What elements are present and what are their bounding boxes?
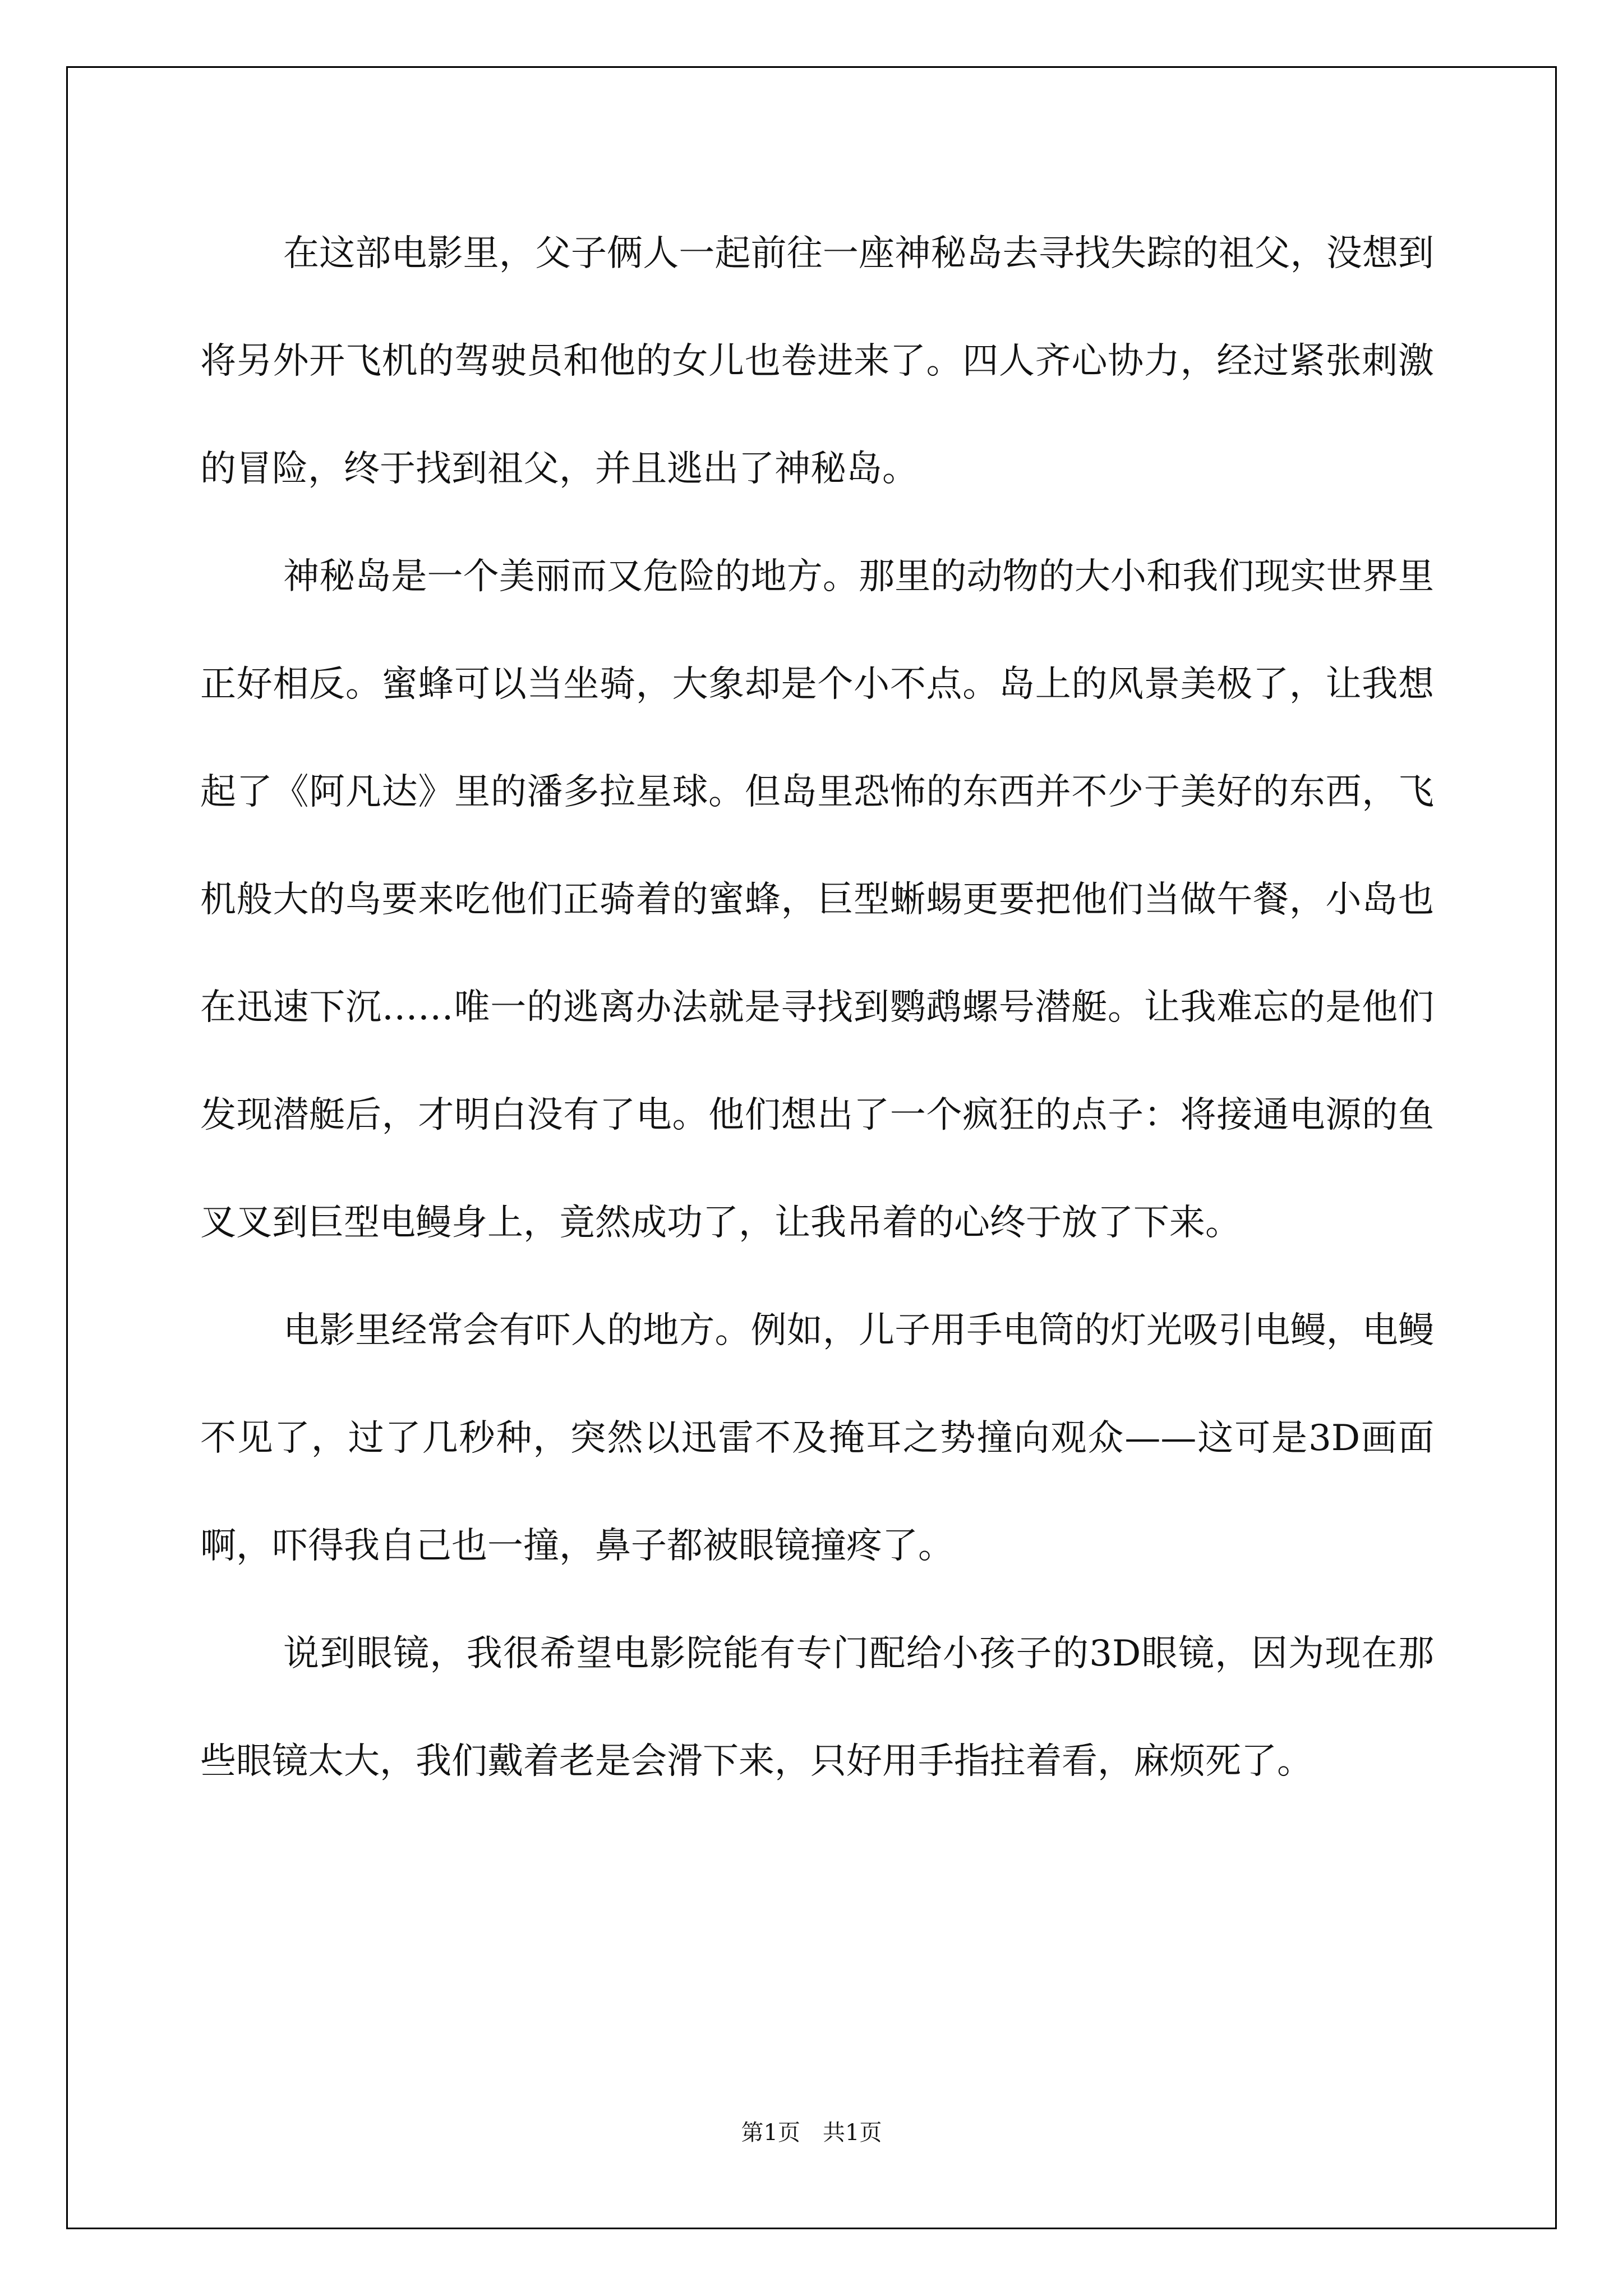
- paragraph-2: 神秘岛是一个美丽而又危险的地方。那里的动物的大小和我们现实世界里正好相反。蜜蜂可以当坐骑，大象却是个小不点。岛上的风景美极了，让我想起了《阿凡达》里的潘多拉星球。但岛里恐怖的东西并不少于美好的东西，飞机般大的鸟要来吃他们正骑着的蜜蜂，巨型蜥蜴更要把他们当做午餐，小岛也在迅速下沉……唯一的逃离办法就是寻找到鹦鹉螺号潜艇。让我难忘的是他们发现潜艇后，才明白没有了电。他们想出了一个疯狂的点子：将接通电源的鱼叉叉到巨型电鳗身上，竟然成功了，让我吊着的心终于放了下来。: [200, 556, 1434, 1244]
- paragraph-4: 说到眼镜，我很希望电影院能有专门配给小孩子的3D眼镜，因为现在那些眼镜太大，我们戴着老是会滑下来，只好用手指拄着看，麻烦死了。: [200, 1633, 1434, 1782]
- document-body: [200, 200, 1434, 1815]
- paragraph-1: 在这部电影里，父子俩人一起前往一座神秘岛去寻找失踪的祖父，没想到将另外开飞机的驾驶员和他的女儿也卷进来了。四人齐心协力，经过紧张刺激的冒险，终于找到祖父，并且逃出了神秘岛。: [200, 233, 1434, 490]
- page-number: 第1页 共1页: [741, 2120, 882, 2146]
- page-footer: [0, 2115, 1623, 2147]
- paragraph-3: 电影里经常会有吓人的地方。例如，儿子用手电筒的灯光吸引电鳗，电鳗不见了，过了几秒种，突然以迅雷不及掩耳之势撞向观众——这可是3D画面啊，吓得我自己也一撞，鼻子都被眼镜撞疼了。: [200, 1310, 1434, 1567]
